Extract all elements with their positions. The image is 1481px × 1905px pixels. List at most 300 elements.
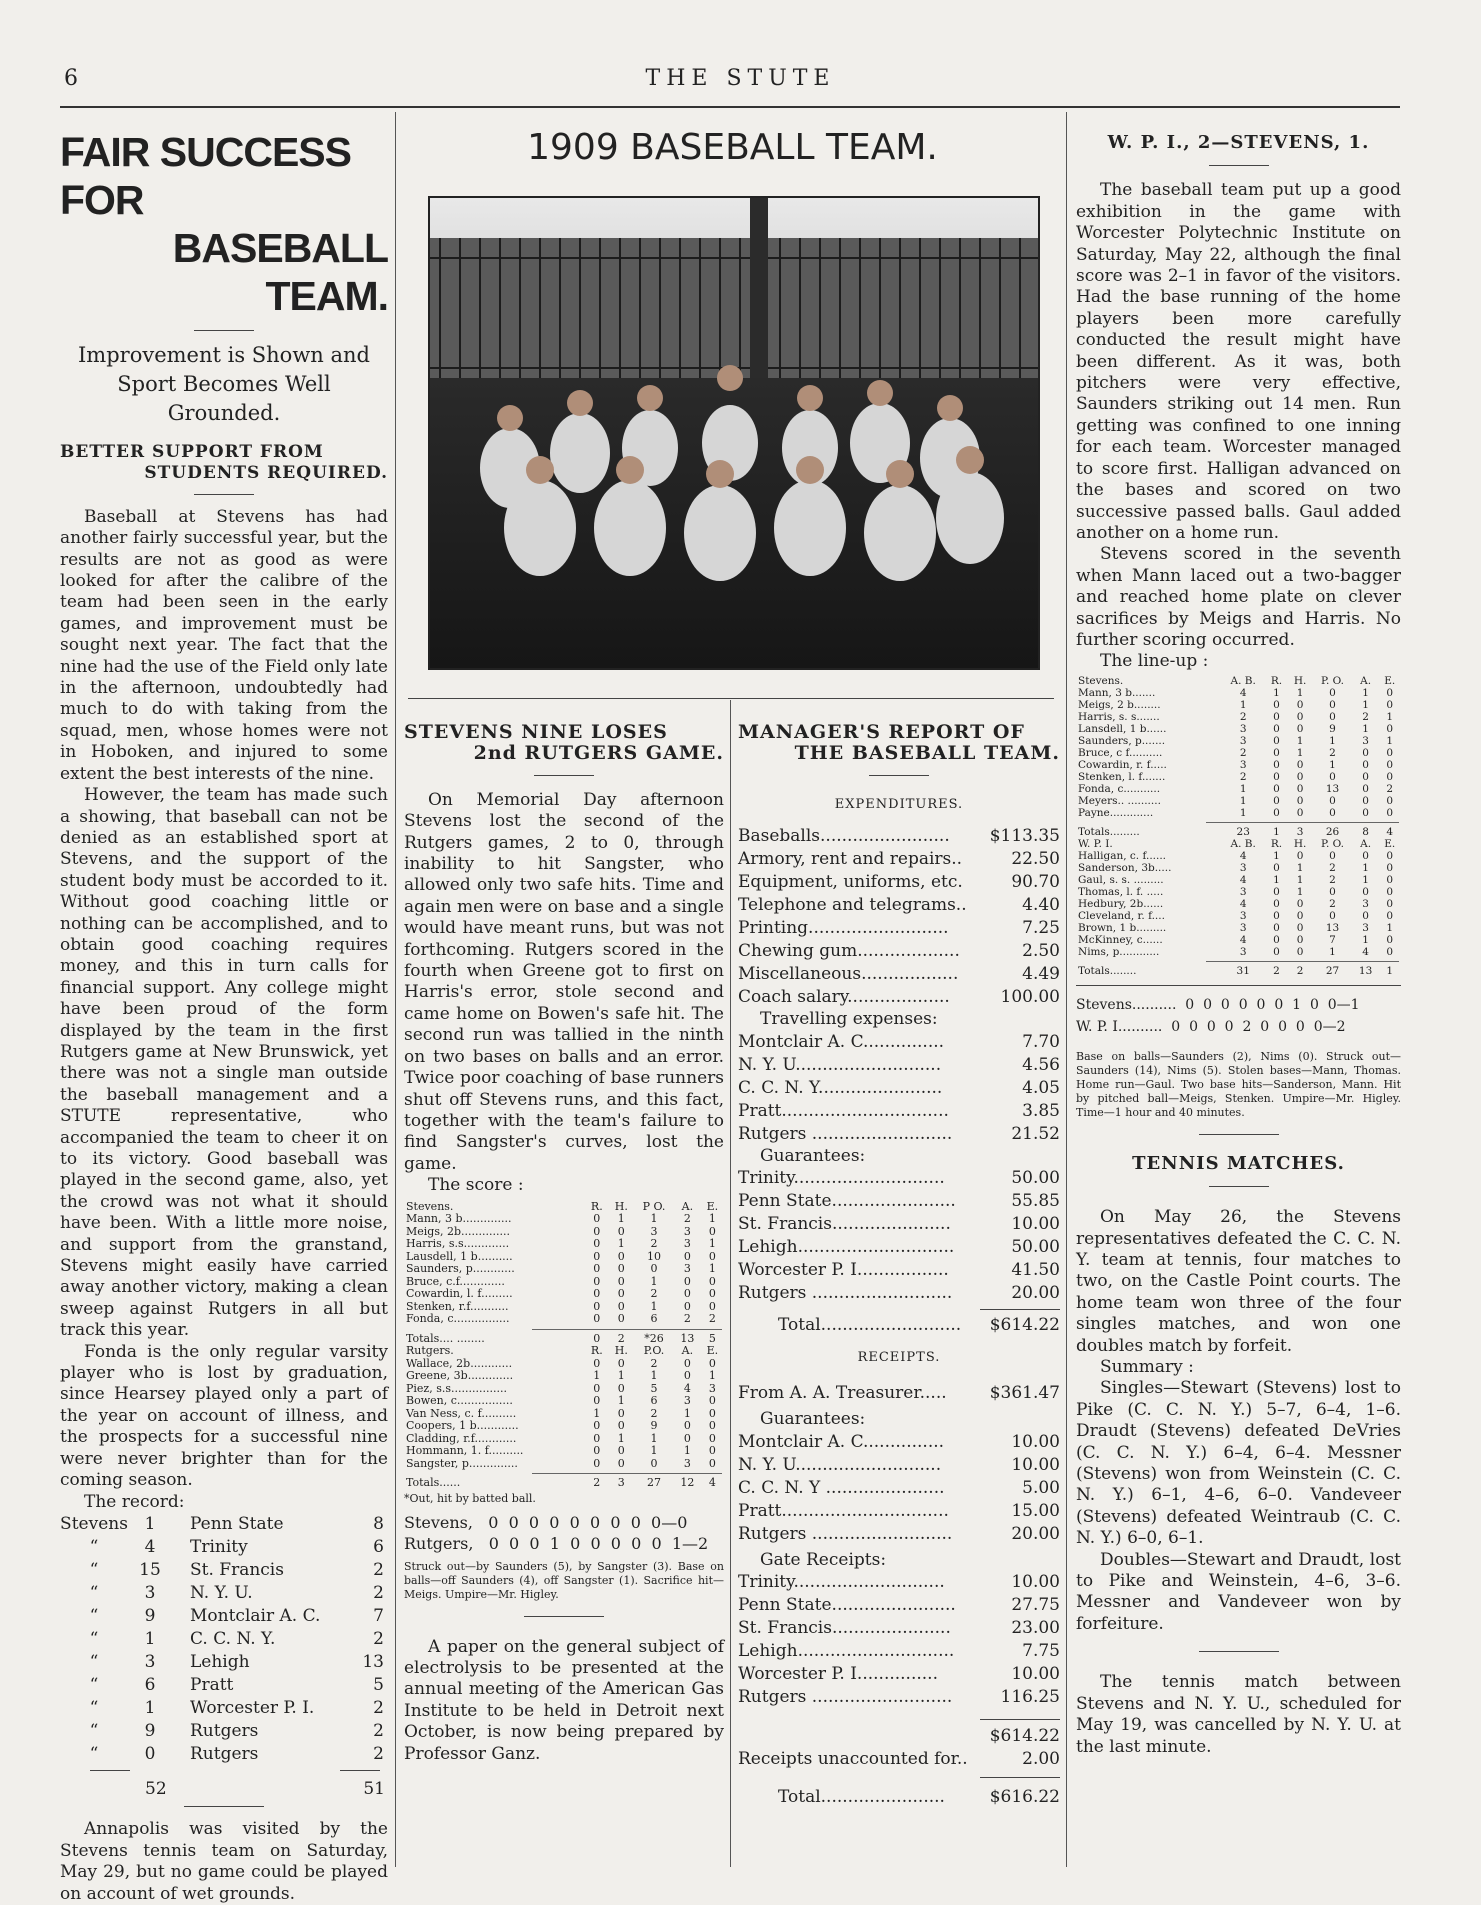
cell-value: 2 [1296,964,1304,977]
paragraph: Annapolis was visited by the Stevens tennis team on Saturday, May 29, but no game could be played on account of wet grounds. [60,1819,388,1904]
cell-value: 2 [650,1356,658,1370]
paragraph: A paper on the general subject of electrolysis to be presented at the annual meeting of the American Gas Institute to be held in Detroit next October, is now being prepared by Professor Ganz. [404,1636,724,1764]
cell-value: 3 [650,1224,658,1238]
sum-rule [980,1719,1060,1720]
receipts-subtotal: $614.22 [989,1726,1060,1747]
cell-value: *26 [644,1331,664,1345]
cell-value: 1 [593,1406,601,1420]
cell-value: 9 [1329,722,1336,735]
cell-value: 0 [1273,794,1280,807]
fin-amount: 2.50 [1022,941,1060,962]
cell-value: 1 [1386,734,1394,747]
cell-value: E. [706,1344,719,1358]
fin-amount: 116.25 [1000,1687,1060,1708]
cell-value: 0 [683,1274,691,1288]
cell-value: 10 [647,1249,661,1263]
cell-value: 0 [1296,849,1304,862]
cell-value: R. [1270,674,1283,687]
cell-name: Coopers, 1 b............ [406,1419,519,1433]
fin-row [738,1167,1060,1190]
cell-name: Stenken, l. f....... [1078,770,1166,783]
cell-value: 1 [1239,794,1247,807]
box-row [1076,874,1401,886]
cell-name: Halligan, c. f...... [1078,849,1167,862]
cell-value: 1 [650,1431,658,1445]
cell-name: W. P. I. [1078,837,1113,850]
fin-amount: 41.50 [1011,1260,1060,1281]
headline-rule [194,330,254,331]
cell-value: 0 [683,1287,691,1301]
cell-value: 0 [683,1369,691,1383]
cell-value: 1 [1386,921,1394,934]
cell-value: 2 [708,1312,716,1326]
fin-label: Rutgers .......................... [738,1687,953,1708]
expenditures-heading: EXPENDITURES. [834,796,964,812]
cell-name: Cowardin, l. f......... [406,1287,513,1301]
fin-row [738,1282,1060,1305]
rule-cell [1076,958,1401,965]
fin-amount: $113.35 [989,826,1060,847]
box-row [1076,862,1401,874]
cell-value: 0 [1296,945,1304,958]
paragraph: On May 26, the Stevens representatives defeated the C. C. N. Y. team at tennis, four matches to two, on the Castle Point courts. The home team won three of the four singles matches, and won one doubles match by forfeit. [1076,1207,1401,1356]
fin-label: Chewing gum................... [738,941,960,962]
column-divider-1 [395,112,396,1867]
cell-value: 2 [650,1406,658,1420]
cell-value: 13 [1325,921,1340,934]
cell-value: 0 [617,1287,625,1301]
cell-name: Hedbury, 2b...... [1078,897,1164,910]
cell-value: 0 [617,1456,625,1470]
fin-amount: $361.47 [989,1383,1060,1404]
cell-value: 1 [1329,734,1336,747]
cell-value: 0 [708,1299,716,1313]
cell-value: 0 [1386,885,1394,898]
cell-value: P.O. [643,1344,665,1358]
record-opponent-score: 6 [373,1536,384,1557]
cell-value: 0 [593,1444,601,1458]
record-total-rule [90,1770,130,1771]
cell-value: 0 [593,1274,601,1288]
cell-value: 1 [1296,746,1304,759]
column-1 [60,128,388,1905]
cell-value: 1 [1362,722,1369,735]
cell-value: 1 [650,1299,658,1313]
total-amount: $614.22 [989,1315,1060,1336]
cell-value: 0 [1273,734,1280,747]
box-row [1076,723,1401,735]
subhead-rule [194,494,254,495]
sum-rule [980,1309,1060,1310]
record-stevens-score: 3 [144,1582,156,1603]
cell-value: 6 [650,1312,658,1326]
cell-value: 4 [1239,897,1247,910]
cell-value: 0 [1296,933,1304,946]
cell-value: 3 [1239,861,1247,874]
record-team: “ [89,1697,99,1718]
cell-value: 0 [593,1431,601,1445]
cell-value: 3 [683,1456,691,1470]
cell-name: Bowen, c................ [406,1394,513,1408]
record-opponent: Montclair A. C. [190,1605,321,1626]
cell-value: 0 [1296,806,1304,819]
cell-name: Cowardin, r. f..... [1078,758,1167,771]
fin-label: Lehigh............................. [738,1641,955,1662]
box-row [1076,687,1401,699]
cell-name: McKinney, c...... [1078,933,1163,946]
box-row [404,1395,724,1408]
cell-value: A. B. [1230,674,1256,687]
fin-label: St. Francis...................... [738,1214,951,1235]
cell-value: 1 [650,1212,658,1226]
fin-row [738,940,1060,963]
cell-value: 3 [708,1381,716,1395]
total-label: Total....................... [778,1786,945,1807]
cell-value: 1 [1386,964,1394,977]
cell-value: 0 [1329,698,1336,711]
record-opponent: Lehigh [190,1651,250,1672]
guarantees-label: Guarantees: [760,1145,866,1166]
cell-value: 3 [1239,722,1247,735]
cell-name: Piez, s.s................ [406,1381,507,1395]
fin-amount: 50.00 [1011,1237,1060,1258]
cell-value: R. [1270,837,1283,850]
cell-value: 1 [708,1212,716,1226]
fin-amount: 5.00 [1022,1477,1060,1498]
cell-value: 0 [1362,909,1369,922]
cell-value: 6 [650,1394,658,1408]
fin-label: N. Y. U........................... [738,1454,942,1475]
cell-value: 2 [1329,746,1336,759]
cell-value: 4 [1239,849,1247,862]
cell-value: 0 [593,1237,601,1251]
box-row [1076,711,1401,723]
treasurer-row [738,1382,1060,1405]
cell-value: 0 [1386,770,1394,783]
fin-label: Trinity............................ [738,1168,945,1189]
record-stevens-score: 1 [144,1628,156,1649]
fin-label: Rutgers .......................... [738,1283,953,1304]
cell-value: 0 [1362,794,1369,807]
fin-amount: 15.00 [1011,1500,1060,1521]
cell-value: A. B. [1230,837,1256,850]
cell-value: 0 [1273,758,1280,771]
fin-amount: 4.49 [1022,964,1060,985]
fin-amount: 7.70 [1022,1031,1060,1052]
cell-value: 1 [683,1406,691,1420]
cell-value: 1 [1296,734,1304,747]
fin-amount: 4.56 [1022,1054,1060,1075]
photo-headline: 1909 BASEBALL TEAM. [527,127,938,168]
cell-name: Saunders, p............ [406,1262,515,1276]
box-row [1076,807,1401,819]
fin-label: From A. A. Treasurer..... [738,1383,947,1404]
fin-label: N. Y. U........................... [738,1054,942,1075]
section-rule [1199,1651,1279,1652]
fin-label: Miscellaneous.................. [738,964,959,985]
cell-value: 0 [708,1224,716,1238]
cell-value: 2 [1329,861,1336,874]
cell-value: 0 [617,1381,625,1395]
record-opponent: Penn State [190,1513,284,1534]
title-rule [869,775,929,776]
box-row [1076,946,1401,958]
cell-value: 0 [1273,710,1280,723]
cell-value: 0 [708,1287,716,1301]
fin-row [738,1454,1060,1477]
record-opponent: C. C. N. Y. [190,1628,276,1649]
cell-value: 0 [1329,909,1336,922]
cell-value: 0 [1296,782,1304,795]
cell-value: 0 [708,1456,716,1470]
cell-value: 5 [650,1381,658,1395]
cell-value: 3 [1239,921,1247,934]
record-opponent-score: 13 [362,1651,384,1672]
fin-row [738,1431,1060,1454]
record-row [58,1513,384,1536]
fin-label: Pratt............................... [738,1500,949,1521]
title-rule [1209,165,1269,166]
fin-label: C. C. N. Y....................... [738,1077,943,1098]
cell-value: 0 [1273,782,1280,795]
fin-label: Rutgers .......................... [738,1123,953,1144]
fin-row [738,1054,1060,1077]
cell-name: Rutgers. [406,1344,454,1358]
record-team: “ [89,1674,99,1695]
cell-name: Harris, s.s............. [406,1237,510,1251]
receipts-total [738,1786,1060,1809]
box-row [1076,922,1401,934]
cell-value: 1 [1362,686,1369,699]
paragraph: Stevens scored in the seventh when Mann laced out a two-bagger and reached home plate on clever sacrifices by Meigs and Harris. No further scoring occurred. [1076,544,1401,650]
cell-value: 3 [683,1237,691,1251]
cell-value: 0 [617,1312,625,1326]
cell-value: 0 [650,1262,658,1276]
fin-label: Penn State....................... [738,1595,956,1616]
cell-name: Totals.... ........ [406,1331,485,1345]
record-row [58,1651,384,1674]
record-team: “ [89,1559,99,1580]
cell-value: 2 [1239,770,1247,783]
record-stevens-score: 1 [144,1697,156,1718]
sum-rule [980,1777,1060,1778]
cell-value: 3 [683,1394,691,1408]
fin-amount: 10.00 [1011,1454,1060,1475]
fin-row [738,871,1060,894]
cell-value: 0 [593,1331,601,1345]
box-row [1076,735,1401,747]
cell-name: Thomas, l. f. ..... [1078,885,1164,898]
cell-value: P O. [642,1199,666,1213]
cell-value: 13 [1358,964,1373,977]
cell-name: Meigs, 2b.............. [406,1224,510,1238]
fin-row [738,1594,1060,1617]
fin-row [738,1031,1060,1054]
cell-value: 4 [1239,933,1247,946]
fin-row [738,1500,1060,1523]
cell-name: Meyers.. .......... [1078,794,1161,807]
cell-name: Stevens. [406,1199,454,1213]
headline-line-2: BASEBALL TEAM. [172,225,388,319]
fin-row [738,1259,1060,1282]
cell-value: 0 [1273,722,1280,735]
cell-value: 1 [708,1369,716,1383]
cell-value: 1 [708,1262,716,1276]
fin-label: Baseballs........................ [738,826,950,847]
cell-value: 2 [683,1212,691,1226]
wpi-title: W. P. I., 2—STEVENS, 1. [1107,132,1370,153]
box-row [1076,747,1401,759]
cell-value: A. [1360,674,1372,687]
cell-value: 0 [1296,758,1304,771]
cell-value: E. [1384,674,1396,687]
cell-value: 1 [1296,885,1304,898]
fin-amount: 27.75 [1011,1595,1060,1616]
paragraph: Doubles—Stewart and Draudt, lost to Pike and Weinstein, 4–6, 3–6. Messner and Vandeveer won by forfeiture. [1076,1549,1401,1634]
cell-value: 0 [1329,710,1336,723]
cell-value: 1 [708,1237,716,1251]
fin-amount: 20.00 [1011,1523,1060,1544]
cell-value: 3 [1239,909,1247,922]
cell-value: 2 [1239,746,1247,759]
record-table [58,1513,384,1766]
cell-value: 0 [617,1299,625,1313]
cell-name: Gaul, s. s. ......... [1078,873,1164,886]
cell-value: A. [1360,837,1372,850]
column-divider-3 [1066,112,1067,1867]
cell-value: 0 [593,1287,601,1301]
deck: Improvement is Shown and Sport Becomes Well Grounded. [78,343,370,425]
section-rule [1076,985,1401,986]
fin-label: Coach salary................... [738,987,950,1008]
cell-value: 0 [1329,770,1336,783]
cell-value: E. [1384,837,1396,850]
cell-value: 0 [1386,686,1394,699]
expenditure-total [738,1314,1060,1337]
box-total-row [404,1477,724,1490]
fin-row [738,963,1060,986]
cell-value: 0 [617,1249,625,1263]
cell-value: 4 [1239,873,1247,886]
record-opponent: Rutgers [190,1720,259,1741]
record-team: “ [89,1743,99,1764]
cell-value: 1 [1362,873,1369,886]
record-label: The record: [84,1491,185,1512]
cell-value: 0 [708,1274,716,1288]
cell-value: 1 [1239,806,1247,819]
cell-value: 4 [708,1476,716,1490]
box-row [1076,783,1401,795]
cell-value: 1 [650,1274,658,1288]
gate-label: Gate Receipts: [760,1549,887,1570]
cell-value: 7 [1329,933,1336,946]
cell-value: 0 [1329,686,1336,699]
box-row [1076,910,1401,922]
cell-value: 9 [650,1419,658,1433]
cell-name: Cleveland, r. f.... [1078,909,1165,922]
fin-row [738,1686,1060,1709]
cell-value: 3 [683,1262,691,1276]
record-opponent-score: 2 [373,1628,384,1649]
cell-value: 3 [617,1476,625,1490]
cell-value: 0 [617,1224,625,1238]
fin-label: Receipts unaccounted for.. [738,1748,968,1769]
cell-name: Totals...... [406,1476,461,1490]
record-opponent: Worcester P. I. [190,1697,315,1718]
cell-value: 0 [1362,758,1369,771]
fin-row [738,986,1060,1009]
cell-value: 0 [1329,849,1336,862]
cell-value: 0 [1362,746,1369,759]
record-stevens-score: 6 [144,1674,156,1695]
record-row [58,1674,384,1697]
total-amount: $616.22 [989,1786,1060,1807]
report-title-line-2: THE BASEBALL TEAM. [794,742,1060,765]
headline-line-1: FAIR SUCCESS FOR [60,129,351,223]
box-row [1076,886,1401,898]
cell-value: 1 [1329,758,1336,771]
cell-value: 0 [1273,861,1280,874]
article-title-line-2: 2nd RUTGERS GAME. [473,742,724,765]
travel-label: Travelling expenses: [760,1009,938,1030]
record-stevens-score: 0 [144,1743,156,1764]
fin-amount: 21.52 [1011,1123,1060,1144]
record-team: Stevens [60,1513,128,1534]
box-row [404,1288,724,1301]
fin-row [738,1523,1060,1546]
cell-value: 0 [593,1212,601,1226]
article-title-line-1: STEVENS NINE LOSES [404,721,668,743]
cell-value: 0 [1329,794,1336,807]
cell-name: Lausdell, 1 b.......... [406,1249,513,1263]
cell-value: 1 [1273,849,1280,862]
cell-name: Fonda, c........... [1078,782,1161,795]
receipt-guarantees-table [738,1431,1060,1546]
cell-value: 4 [1362,945,1369,958]
fin-amount: 10.00 [1011,1664,1060,1685]
fin-row [738,1213,1060,1236]
cell-value: H. [614,1344,628,1358]
cell-value: 0 [708,1249,716,1263]
center-rule [408,698,1054,699]
cell-value: 27 [1325,964,1340,977]
fin-label: Equipment, uniforms, etc. [738,872,963,893]
fin-amount: 4.40 [1022,895,1060,916]
record-opponent: Pratt [190,1674,234,1695]
paragraph: Singles—Stewart (Stevens) lost to Pike (C. C. N. Y.) 5–7, 6–4, 1–6. Draudt (Stevens) defeated DeVries (C. C. N. Y.) 6–4, 6–4. Messner (Stevens) won from Weinstein (C. C. N. Y.) 6–1, 4–6, 6–0. Vandeveer (Stevens) defeated Weintraub (C. C. N. Y.) 6–0, 6–1. [1076,1378,1401,1549]
paragraph: The baseball team put up a good exhibition in the game with Worcester Polytechnic Institute on Saturday, May 22, although the final score was 2–1 in favor of the visitors. Had the base running of the home players been more carefully conducted the result might have been different. As it was, both pitchers were very effective, Saunders striking out 14 men. Run getting was confined to one inning for each team. Worcester managed to score first. Halligan advanced on the bases and scored on two successive passed balls. Gaul added another on a home run. [1076,180,1401,543]
cell-name: Hommann, 1. f.......... [406,1444,524,1458]
cell-value: 0 [1362,849,1369,862]
section-rule [1199,1134,1279,1135]
fin-label: Penn State....................... [738,1191,956,1212]
header-rule [60,106,1400,108]
cell-value: 1 [1386,710,1394,723]
fin-row [738,1123,1060,1146]
cell-value: 0 [1362,885,1369,898]
fin-row [738,894,1060,917]
fin-amount: 90.70 [1011,872,1060,893]
cell-value: 0 [1362,782,1369,795]
summary-label: Summary : [1100,1357,1194,1377]
cell-value: A. [681,1344,694,1358]
box-header-row [404,1345,724,1358]
cell-name: Stevens. [1078,674,1124,687]
fin-row [738,1640,1060,1663]
cell-value: 0 [617,1444,625,1458]
cell-value: 31 [1236,964,1250,977]
record-row [58,1720,384,1743]
